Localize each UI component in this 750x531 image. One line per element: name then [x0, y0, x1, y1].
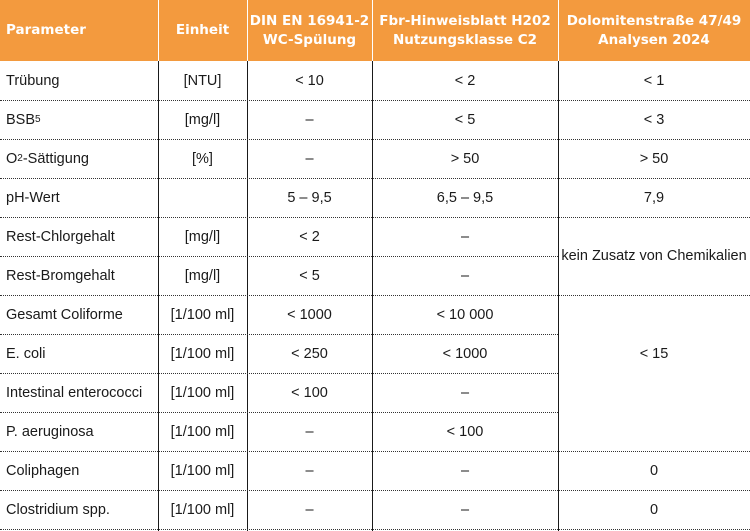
header-divider	[372, 0, 373, 61]
din-cell: 5 – 9,5	[287, 189, 332, 206]
fbr-cell: 6,5 – 9,5	[436, 189, 494, 206]
table-row	[0, 334, 750, 373]
din-cell: < 2	[299, 228, 320, 245]
fbr-cell: –	[460, 501, 470, 518]
dolo-cell: > 50	[639, 150, 669, 167]
fbr-cell: –	[460, 228, 470, 245]
header-fbr: Fbr-Hinweisblatt H202 Nutzungsklasse C2	[379, 12, 551, 48]
din-cell: < 10	[295, 72, 324, 89]
header-divider	[247, 0, 248, 61]
unit-cell: [%]	[192, 150, 213, 167]
param-cell: Clostridium spp.	[6, 501, 110, 518]
fbr-cell: < 100	[446, 423, 484, 440]
header-divider	[158, 0, 159, 61]
din-cell: –	[305, 423, 314, 440]
table-row	[0, 412, 750, 451]
table-row	[0, 178, 750, 217]
param-cell: O 2 -Sättigung	[6, 150, 89, 167]
unit-cell: [1/100 ml]	[170, 306, 235, 323]
fbr-cell: < 1000	[442, 345, 488, 362]
row-separator	[0, 529, 750, 530]
fbr-cell: –	[460, 462, 470, 479]
dolo-cell: < 3	[643, 111, 665, 128]
fbr-cell: –	[460, 267, 470, 284]
dolo-cell: < 1	[643, 72, 665, 89]
din-cell: < 5	[299, 267, 320, 284]
unit-cell: [mg/l]	[184, 267, 221, 284]
din-cell: < 250	[291, 345, 328, 362]
table-row	[0, 451, 750, 490]
table-row	[0, 490, 750, 529]
unit-cell: [mg/l]	[184, 228, 221, 245]
fbr-cell: < 10 000	[436, 306, 494, 323]
param-cell: P. aeruginosa	[6, 423, 94, 440]
header-einheit: Einheit	[175, 22, 230, 38]
param-cell: Coliphagen	[6, 462, 80, 479]
unit-cell: [1/100 ml]	[170, 423, 235, 440]
param-cell: E. coli	[6, 345, 46, 362]
unit-cell: [1/100 ml]	[170, 501, 235, 518]
table-row	[0, 373, 750, 412]
param-cell: pH-Wert	[6, 189, 60, 206]
din-cell: –	[305, 462, 314, 479]
merged-note-cell: kein Zusatz von Chemikalien	[561, 248, 747, 264]
unit-cell: [mg/l]	[184, 111, 221, 128]
table-row	[0, 139, 750, 178]
unit-cell: [NTU]	[183, 72, 222, 89]
unit-cell: [1/100 ml]	[170, 384, 235, 401]
param-cell: BSB 5	[6, 111, 41, 128]
fbr-cell: < 5	[454, 111, 476, 128]
din-cell: –	[305, 111, 314, 128]
din-cell: < 100	[291, 384, 328, 401]
header-divider	[558, 0, 559, 61]
unit-cell: [1/100 ml]	[170, 345, 235, 362]
fbr-cell: > 50	[450, 150, 480, 167]
dolo-cell: < 15	[639, 345, 669, 362]
din-cell: –	[305, 150, 314, 167]
fbr-cell: –	[460, 384, 470, 401]
dolo-cell: 0	[649, 501, 659, 518]
dolo-cell: 0	[649, 462, 659, 479]
unit-cell	[158, 178, 247, 217]
param-cell: Rest-Bromgehalt	[6, 267, 115, 284]
header-parameter: Parameter	[6, 22, 86, 38]
table-row	[0, 100, 750, 139]
param-cell: Trübung	[6, 72, 60, 89]
table-header	[0, 0, 750, 61]
table-row	[0, 295, 750, 334]
param-cell: Gesamt Coliforme	[6, 306, 123, 323]
param-cell: Intestinal enterococci	[6, 384, 143, 401]
header-din: DIN EN 16941-2 WC-Spülung	[249, 12, 370, 48]
din-cell: < 1000	[287, 306, 332, 323]
param-cell: Rest-Chlorgehalt	[6, 228, 115, 245]
table-row	[0, 61, 750, 100]
din-cell: –	[305, 501, 314, 518]
fbr-cell: < 2	[454, 72, 476, 89]
unit-cell: [1/100 ml]	[170, 462, 235, 479]
dolo-cell: 7,9	[643, 189, 665, 206]
header-dolomiten: Dolomitenstraße 47/49 Analysen 2024	[566, 12, 742, 48]
